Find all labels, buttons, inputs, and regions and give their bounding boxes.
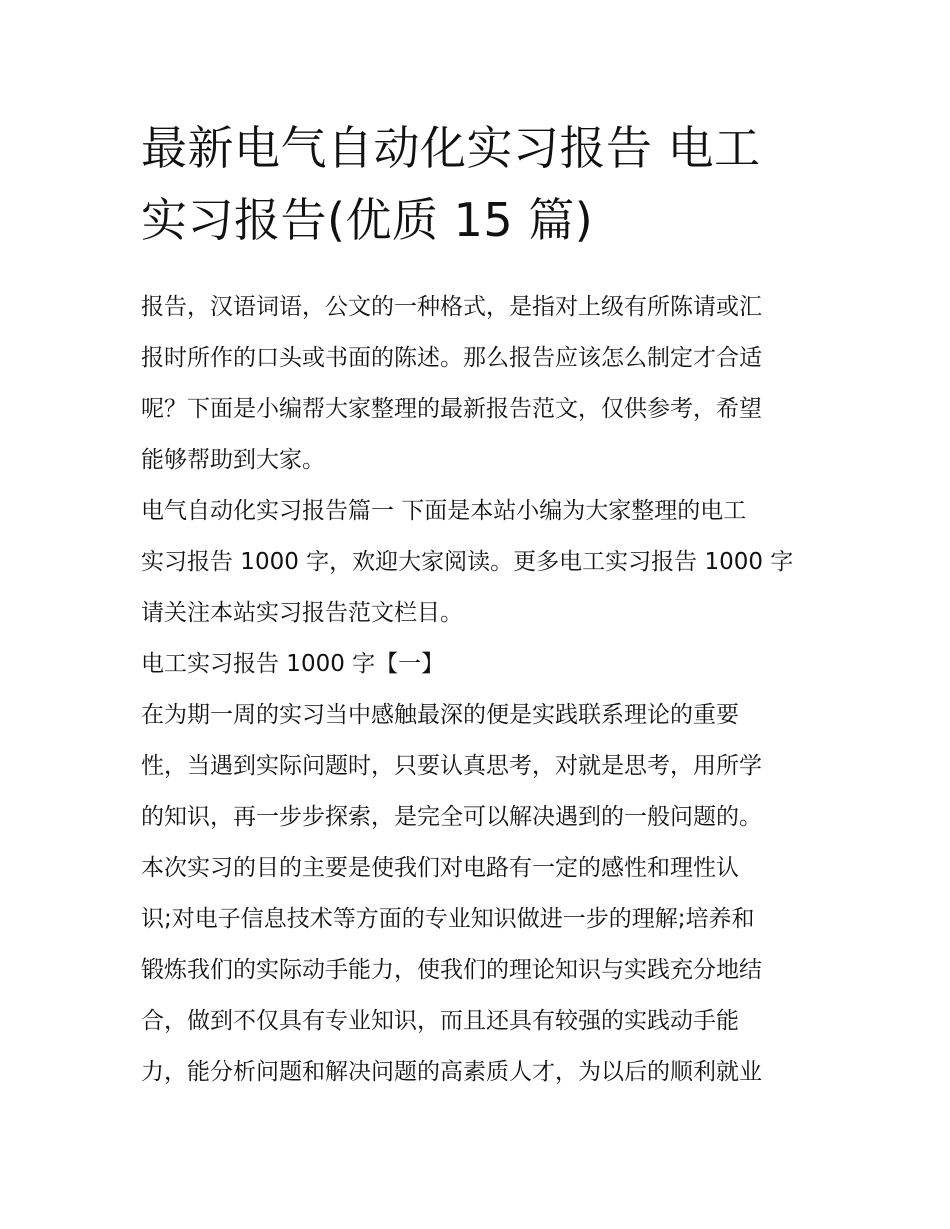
body-line-3: 呢？下面是小编帮大家整理的最新报告范文，仅供参考，希望 <box>141 396 762 422</box>
body-line-9: 在为期一周的实习当中感触最深的便是实践联系理论的重要 <box>141 702 739 728</box>
body-line-6: 实习报告 1000 字，欢迎大家阅读。更多电工实习报告 1000 字 <box>141 549 794 575</box>
document-content <box>141 112 816 1098</box>
body-line-12: 本次实习的目的主要是使我们对电路有一定的感性和理性认 <box>141 855 739 881</box>
document-title <box>141 112 816 256</box>
body-line-2: 报时所作的口头或书面的陈述。那么报告应该怎么制定才合适 <box>141 345 762 371</box>
body-line-5: 电气自动化实习报告篇一 下面是本站小编为大家整理的电工 <box>141 498 747 524</box>
body-line-8: 电工实习报告 1000 字【一】 <box>141 651 445 677</box>
body-line-10: 性，当遇到实际问题时，只要认真思考，对就是思考，用所学 <box>141 753 762 779</box>
body-line-1: 报告，汉语词语，公文的一种格式，是指对上级有所陈请或汇 <box>141 294 762 320</box>
body-line-13: 识;对电子信息技术等方面的专业知识做进一步的理解;培养和 <box>141 906 755 932</box>
body-line-16: 力，能分析问题和解决问题的高素质人才，为以后的顺利就业 <box>141 1059 762 1085</box>
title-line-1: 最新电气自动化实习报告 电工 <box>141 121 761 175</box>
title-line-2: 实习报告(优质 15 篇) <box>141 193 594 247</box>
body-line-11: 的知识，再一步步探索，是完全可以解决遇到的一般问题的。 <box>141 804 762 830</box>
body-line-15: 合，做到不仅具有专业知识，而且还具有较强的实践动手能 <box>141 1008 739 1034</box>
body-line-4: 能够帮助到大家。 <box>141 447 325 473</box>
body-line-7: 请关注本站实习报告范文栏目。 <box>141 600 463 626</box>
document-body <box>141 282 816 1098</box>
body-line-14: 锻炼我们的实际动手能力，使我们的理论知识与实践充分地结 <box>141 957 762 983</box>
